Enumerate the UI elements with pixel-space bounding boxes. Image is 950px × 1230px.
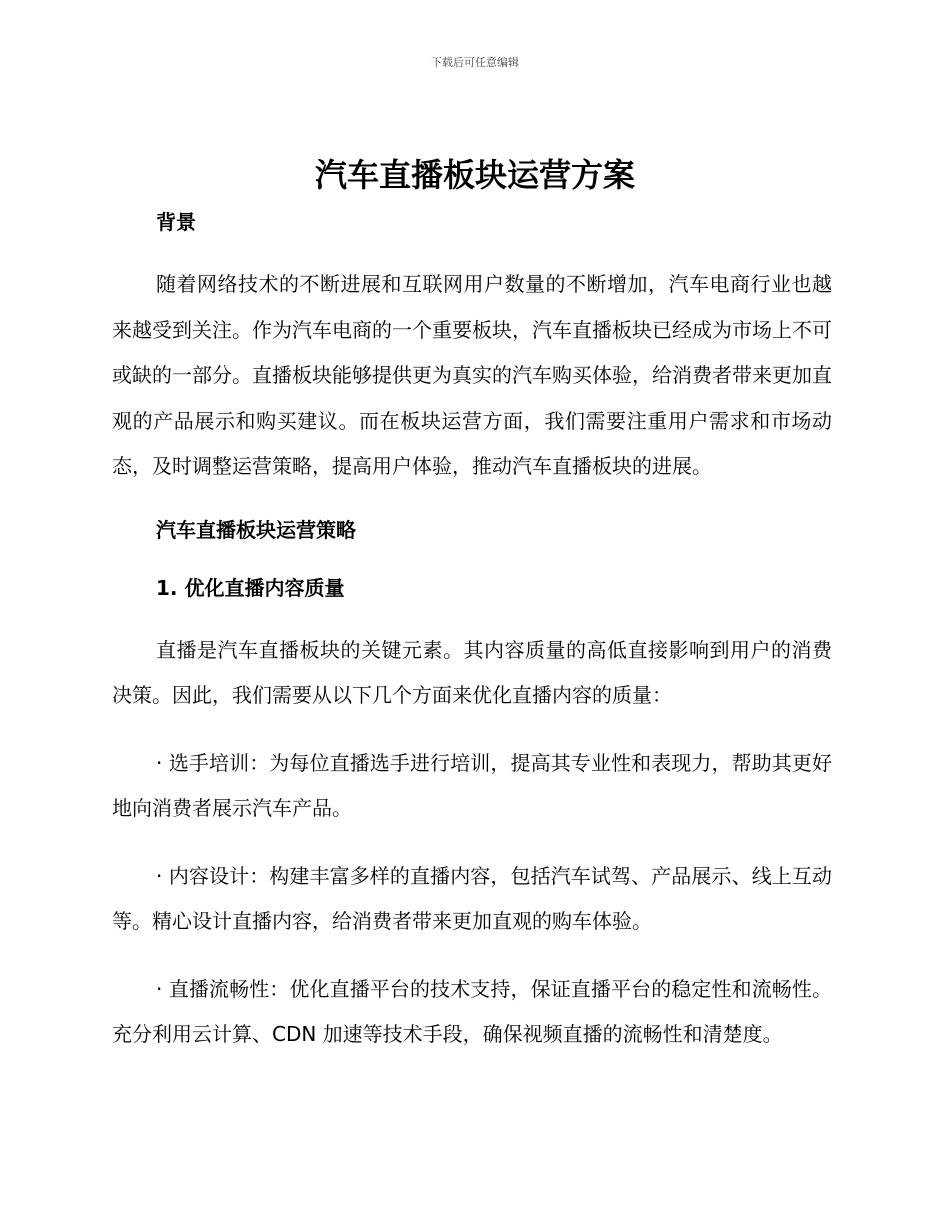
background-paragraph: 随着网络技术的不断进展和互联网用户数量的不断增加，汽车电商行业也越来越受到关注。作为汽车电商的一个重要板块，汽车直播板块已经成为市场上不可或缺的一部分。直播板块能够提供更为真实的汽车购买体验，给消费者带来更加直观的产品展示和购买建议。而在板块运营方面，我们需要注重用户需求和市场动态，及时调整运营策略，提高用户体验，推动汽车直播板块的进展。 <box>112 272 832 478</box>
bullet-item: · 内容设计：构建丰富多样的直播内容，包括汽车试驾、产品展示、线上互动等。精心设计直播内容，给消费者带来更加直观的购车体验。 <box>112 863 832 933</box>
subheading-content-quality: 1. 优化直播内容质量 <box>156 575 345 600</box>
document-title: 汽车直播板块运营方案 <box>314 156 635 194</box>
bullet-item: · 直播流畅性：优化直播平台的技术支持，保证直播平台的稳定性和流畅性。充分利用云计算、CDN 加速等技术手段，确保视频直播的流畅性和清楚度。 <box>112 976 832 1046</box>
background-heading: 背景 <box>156 210 196 234</box>
strategy-heading: 汽车直播板块运营策略 <box>156 517 356 542</box>
header-note: 下载后可任意编辑 <box>431 56 519 69</box>
intro-paragraph: 直播是汽车直播板块的关键元素。其内容质量的高低直接影响到用户的消费决策。因此，我们需要从以下几个方面来优化直播内容的质量： <box>112 637 832 707</box>
document-body <box>112 204 832 1058</box>
bullet-item: · 选手培训：为每位直播选手进行培训，提高其专业性和表现力，帮助其更好地向消费者展示汽车产品。 <box>112 750 832 820</box>
